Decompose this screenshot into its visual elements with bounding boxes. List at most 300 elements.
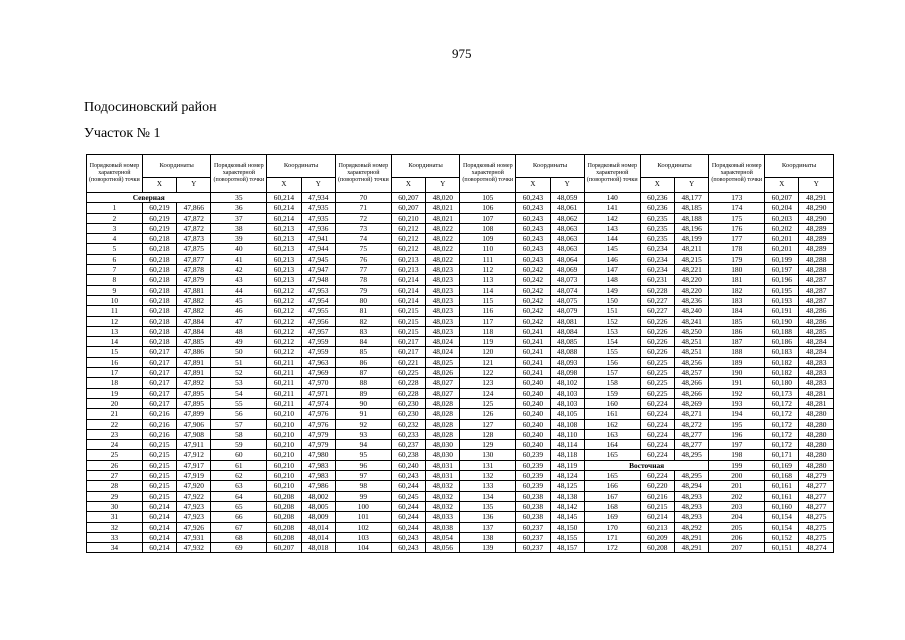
y-coordinate-cell: 48,028 (426, 429, 460, 439)
x-coordinate-cell: 60,240 (516, 378, 550, 388)
y-coordinate-cell: 48,081 (550, 316, 584, 326)
point-number-cell: 50 (211, 347, 267, 357)
x-coordinate-cell: 60,172 (765, 398, 799, 408)
y-coordinate-cell: 48,063 (550, 234, 584, 244)
point-number-cell: 165 (584, 471, 640, 481)
point-number-cell: 29 (87, 491, 143, 501)
y-coordinate-cell: 48,285 (799, 326, 834, 336)
point-number-cell: 74 (335, 234, 391, 244)
point-number-cell: 189 (709, 357, 765, 367)
x-coordinate-cell: 60,239 (516, 450, 550, 460)
point-number-cell: 112 (460, 265, 516, 275)
y-coordinate-cell: 48,289 (799, 244, 834, 254)
x-coordinate-cell: 60,212 (391, 223, 425, 233)
y-coordinate-cell: 47,926 (177, 522, 211, 532)
point-number-cell: 39 (211, 234, 267, 244)
y-coordinate-cell: 47,980 (301, 450, 335, 460)
point-number-cell: 88 (335, 378, 391, 388)
x-coordinate-cell: 60,243 (516, 193, 550, 203)
y-coordinate-cell: 48,221 (675, 265, 709, 275)
y-coordinate-cell: 47,959 (301, 347, 335, 357)
point-number-cell: 96 (335, 460, 391, 470)
y-coordinate-cell: 47,891 (177, 368, 211, 378)
y-coordinate-cell: 48,290 (799, 213, 834, 223)
point-number-cell: 54 (211, 388, 267, 398)
point-number-cell: 89 (335, 388, 391, 398)
x-coordinate-cell: 60,207 (765, 193, 799, 203)
x-coordinate-cell: 60,243 (516, 213, 550, 223)
y-coordinate-cell: 47,881 (177, 285, 211, 295)
y-coordinate-cell: 48,098 (550, 368, 584, 378)
y-coordinate-cell: 48,256 (675, 357, 709, 367)
y-coordinate-cell: 48,024 (426, 337, 460, 347)
table-row (87, 244, 834, 254)
x-coordinate-cell: 60,217 (142, 398, 176, 408)
x-coordinate-cell: 60,216 (142, 429, 176, 439)
y-coordinate-cell: 47,983 (301, 471, 335, 481)
x-coordinate-cell: 60,212 (267, 295, 301, 305)
point-number-cell: 86 (335, 357, 391, 367)
x-coordinate-cell: 60,234 (640, 265, 674, 275)
x-coordinate-cell: 60,204 (765, 203, 799, 213)
y-coordinate-cell: 48,279 (799, 471, 834, 481)
x-coordinate-cell: 60,234 (640, 254, 674, 264)
y-coordinate-cell: 48,124 (550, 471, 584, 481)
x-coordinate-cell: 60,186 (765, 337, 799, 347)
x-coordinate-cell: 60,225 (640, 388, 674, 398)
point-number-cell: 76 (335, 254, 391, 264)
table-row (87, 347, 834, 357)
point-number-cell: 44 (211, 285, 267, 295)
point-number-cell: 193 (709, 398, 765, 408)
y-coordinate-cell: 48,009 (301, 512, 335, 522)
point-number-cell: 165 (584, 450, 640, 460)
point-number-cell: 162 (584, 419, 640, 429)
x-coordinate-cell: 60,209 (640, 532, 674, 542)
table-row (87, 388, 834, 398)
point-number-cell: 47 (211, 316, 267, 326)
y-coordinate-cell: 47,922 (177, 491, 211, 501)
point-number-cell: 159 (584, 388, 640, 398)
x-coordinate-cell: 60,218 (142, 295, 176, 305)
table-row (87, 378, 834, 388)
table-row (87, 203, 834, 213)
x-coordinate-cell: 60,213 (640, 522, 674, 532)
point-number-cell: 137 (460, 522, 516, 532)
x-coordinate-cell: 60,191 (765, 306, 799, 316)
point-number-cell: 78 (335, 275, 391, 285)
y-coordinate-cell: 47,953 (301, 285, 335, 295)
point-number-cell: 82 (335, 316, 391, 326)
y-coordinate-cell: 48,275 (799, 522, 834, 532)
point-number-cell: 19 (87, 388, 143, 398)
point-number-cell: 192 (709, 388, 765, 398)
header-coordinates: Координаты (391, 155, 460, 178)
y-coordinate-cell: 47,971 (301, 388, 335, 398)
x-coordinate-cell: 60,232 (391, 419, 425, 429)
point-number-cell: 87 (335, 368, 391, 378)
x-coordinate-cell: 60,213 (267, 254, 301, 264)
header-coordinates: Координаты (267, 155, 336, 178)
x-coordinate-cell: 60,199 (765, 254, 799, 264)
table-row (87, 306, 834, 316)
point-number-cell: 111 (460, 254, 516, 264)
y-coordinate-cell: 48,281 (799, 398, 834, 408)
point-number-cell: 204 (709, 512, 765, 522)
x-coordinate-cell: 60,215 (142, 491, 176, 501)
x-coordinate-cell: 60,242 (516, 275, 550, 285)
y-coordinate-cell: 48,088 (550, 347, 584, 357)
y-coordinate-cell: 48,295 (675, 471, 709, 481)
point-number-cell: 51 (211, 357, 267, 367)
y-coordinate-cell: 48,014 (301, 522, 335, 532)
y-coordinate-cell: 48,054 (426, 532, 460, 542)
x-coordinate-cell: 60,215 (391, 326, 425, 336)
point-number-cell: 134 (460, 491, 516, 501)
point-number-cell: 198 (709, 450, 765, 460)
x-coordinate-cell: 60,207 (267, 543, 301, 553)
x-coordinate-cell: 60,217 (391, 337, 425, 347)
table-row (87, 234, 834, 244)
point-number-cell: 110 (460, 244, 516, 254)
y-coordinate-cell: 48,108 (550, 419, 584, 429)
y-coordinate-cell: 47,935 (301, 203, 335, 213)
header-y: Y (177, 178, 211, 193)
point-number-cell: 195 (709, 419, 765, 429)
y-coordinate-cell: 48,284 (799, 337, 834, 347)
y-coordinate-cell: 47,872 (177, 223, 211, 233)
x-coordinate-cell: 60,218 (142, 337, 176, 347)
x-coordinate-cell: 60,190 (765, 316, 799, 326)
x-coordinate-cell: 60,173 (765, 388, 799, 398)
x-coordinate-cell: 60,215 (391, 306, 425, 316)
y-coordinate-cell: 48,291 (799, 193, 834, 203)
x-coordinate-cell: 60,239 (516, 471, 550, 481)
y-coordinate-cell: 47,920 (177, 481, 211, 491)
y-coordinate-cell: 48,018 (301, 543, 335, 553)
x-coordinate-cell: 60,217 (142, 357, 176, 367)
y-coordinate-cell: 48,286 (799, 306, 834, 316)
y-coordinate-cell: 48,028 (426, 409, 460, 419)
point-number-cell: 63 (211, 481, 267, 491)
y-coordinate-cell: 48,059 (550, 193, 584, 203)
y-coordinate-cell: 48,280 (799, 429, 834, 439)
header-point-number: Порядковый номер характерной (поворотной) точки (584, 155, 640, 193)
y-coordinate-cell: 48,290 (799, 203, 834, 213)
table-header (87, 155, 834, 193)
y-coordinate-cell: 48,286 (799, 316, 834, 326)
y-coordinate-cell: 48,145 (550, 512, 584, 522)
point-number-cell: 2 (87, 213, 143, 223)
y-coordinate-cell: 48,251 (675, 337, 709, 347)
x-coordinate-cell: 60,239 (516, 460, 550, 470)
point-number-cell: 14 (87, 337, 143, 347)
header-x: X (391, 178, 425, 193)
x-coordinate-cell: 60,218 (142, 234, 176, 244)
y-coordinate-cell: 47,873 (177, 234, 211, 244)
point-number-cell: 104 (335, 543, 391, 553)
x-coordinate-cell: 60,224 (640, 450, 674, 460)
x-coordinate-cell: 60,214 (142, 512, 176, 522)
x-coordinate-cell: 60,237 (516, 543, 550, 553)
point-number-cell: 67 (211, 522, 267, 532)
point-number-cell: 131 (460, 460, 516, 470)
y-coordinate-cell: 48,085 (550, 337, 584, 347)
y-coordinate-cell: 48,288 (799, 265, 834, 275)
point-number-cell: 148 (584, 275, 640, 285)
x-coordinate-cell: 60,235 (640, 213, 674, 223)
y-coordinate-cell: 48,023 (426, 316, 460, 326)
y-coordinate-cell: 48,291 (675, 532, 709, 542)
x-coordinate-cell: 60,216 (640, 491, 674, 501)
x-coordinate-cell: 60,227 (640, 306, 674, 316)
x-coordinate-cell: 60,244 (391, 481, 425, 491)
y-coordinate-cell: 48,288 (799, 254, 834, 264)
x-coordinate-cell: 60,182 (765, 368, 799, 378)
y-coordinate-cell: 47,931 (177, 532, 211, 542)
y-coordinate-cell: 48,281 (799, 388, 834, 398)
point-number-cell: 107 (460, 213, 516, 223)
x-coordinate-cell: 60,213 (267, 275, 301, 285)
x-coordinate-cell: 60,188 (765, 326, 799, 336)
y-coordinate-cell: 48,269 (675, 398, 709, 408)
x-coordinate-cell: 60,215 (142, 471, 176, 481)
y-coordinate-cell: 47,954 (301, 295, 335, 305)
x-coordinate-cell: 60,154 (765, 522, 799, 532)
point-number-cell: 61 (211, 460, 267, 470)
point-number-cell: 4 (87, 234, 143, 244)
y-coordinate-cell: 48,289 (799, 234, 834, 244)
table-row (87, 368, 834, 378)
x-coordinate-cell: 60,231 (640, 275, 674, 285)
x-coordinate-cell: 60,183 (765, 347, 799, 357)
point-number-cell: 153 (584, 326, 640, 336)
point-number-cell: 48 (211, 326, 267, 336)
header-x: X (765, 178, 799, 193)
x-coordinate-cell: 60,213 (267, 234, 301, 244)
header-x: X (142, 178, 176, 193)
y-coordinate-cell: 47,948 (301, 275, 335, 285)
x-coordinate-cell: 60,214 (391, 285, 425, 295)
y-coordinate-cell: 48,150 (550, 522, 584, 532)
x-coordinate-cell: 60,241 (516, 357, 550, 367)
x-coordinate-cell: 60,172 (765, 429, 799, 439)
x-coordinate-cell: 60,245 (391, 491, 425, 501)
x-coordinate-cell: 60,202 (765, 223, 799, 233)
point-number-cell: 10 (87, 295, 143, 305)
point-number-cell: 22 (87, 419, 143, 429)
point-number-cell: 90 (335, 398, 391, 408)
point-number-cell: 97 (335, 471, 391, 481)
point-number-cell: 154 (584, 337, 640, 347)
y-coordinate-cell: 47,875 (177, 244, 211, 254)
point-number-cell: 190 (709, 368, 765, 378)
y-coordinate-cell: 48,023 (426, 306, 460, 316)
point-number-cell: 196 (709, 429, 765, 439)
x-coordinate-cell: 60,217 (142, 378, 176, 388)
point-number-cell: 94 (335, 440, 391, 450)
point-number-cell: 127 (460, 419, 516, 429)
y-coordinate-cell: 48,272 (675, 419, 709, 429)
y-coordinate-cell: 48,220 (675, 285, 709, 295)
point-number-cell: 59 (211, 440, 267, 450)
y-coordinate-cell: 48,241 (675, 316, 709, 326)
point-number-cell: 139 (460, 543, 516, 553)
point-number-cell: 172 (584, 543, 640, 553)
x-coordinate-cell: 60,236 (640, 203, 674, 213)
y-coordinate-cell: 48,277 (799, 491, 834, 501)
x-coordinate-cell: 60,243 (516, 244, 550, 254)
point-number-cell: 141 (584, 203, 640, 213)
x-coordinate-cell: 60,225 (640, 368, 674, 378)
y-coordinate-cell: 48,031 (426, 471, 460, 481)
table-row (87, 254, 834, 264)
y-coordinate-cell: 47,976 (301, 419, 335, 429)
x-coordinate-cell: 60,243 (391, 543, 425, 553)
x-coordinate-cell: 60,212 (391, 244, 425, 254)
x-coordinate-cell: 60,208 (267, 522, 301, 532)
point-number-cell: 116 (460, 306, 516, 316)
y-coordinate-cell: 47,899 (177, 409, 211, 419)
header-point-number: Порядковый номер характерной (поворотной) точки (87, 155, 143, 193)
y-coordinate-cell: 48,295 (675, 450, 709, 460)
point-number-cell: 129 (460, 440, 516, 450)
y-coordinate-cell: 47,969 (301, 368, 335, 378)
point-number-cell: 98 (335, 481, 391, 491)
y-coordinate-cell: 48,236 (675, 295, 709, 305)
point-number-cell: 119 (460, 337, 516, 347)
y-coordinate-cell: 48,283 (799, 368, 834, 378)
y-coordinate-cell: 48,142 (550, 501, 584, 511)
y-coordinate-cell: 48,023 (426, 295, 460, 305)
x-coordinate-cell: 60,238 (516, 512, 550, 522)
point-number-cell: 197 (709, 440, 765, 450)
point-number-cell: 166 (584, 481, 640, 491)
table-row (87, 481, 834, 491)
y-coordinate-cell: 48,027 (426, 378, 460, 388)
point-number-cell: 205 (709, 522, 765, 532)
y-coordinate-cell: 48,289 (799, 223, 834, 233)
point-number-cell: 45 (211, 295, 267, 305)
x-coordinate-cell: 60,240 (516, 419, 550, 429)
y-coordinate-cell: 48,138 (550, 491, 584, 501)
y-coordinate-cell: 48,277 (799, 501, 834, 511)
y-coordinate-cell: 48,021 (426, 213, 460, 223)
y-coordinate-cell: 47,906 (177, 419, 211, 429)
x-coordinate-cell: 60,240 (516, 409, 550, 419)
point-number-cell: 55 (211, 398, 267, 408)
x-coordinate-cell: 60,242 (516, 295, 550, 305)
y-coordinate-cell: 48,026 (426, 368, 460, 378)
y-coordinate-cell: 47,936 (301, 223, 335, 233)
x-coordinate-cell: 60,207 (391, 193, 425, 203)
point-number-cell: 11 (87, 306, 143, 316)
x-coordinate-cell: 60,214 (142, 522, 176, 532)
y-coordinate-cell: 47,884 (177, 326, 211, 336)
y-coordinate-cell: 47,923 (177, 501, 211, 511)
point-number-cell: 176 (709, 223, 765, 233)
y-coordinate-cell: 48,063 (550, 223, 584, 233)
x-coordinate-cell: 60,214 (142, 501, 176, 511)
y-coordinate-cell: 48,062 (550, 213, 584, 223)
y-coordinate-cell: 48,280 (799, 419, 834, 429)
y-coordinate-cell: 47,963 (301, 357, 335, 367)
x-coordinate-cell: 60,214 (267, 193, 301, 203)
table-row (87, 512, 834, 522)
x-coordinate-cell: 60,228 (640, 285, 674, 295)
point-number-cell: 118 (460, 326, 516, 336)
point-number-cell: 171 (584, 532, 640, 542)
point-number-cell: 169 (584, 512, 640, 522)
header-row-top (87, 155, 834, 178)
y-coordinate-cell: 48,271 (675, 409, 709, 419)
table-row (87, 223, 834, 233)
y-coordinate-cell: 48,002 (301, 491, 335, 501)
y-coordinate-cell: 48,287 (799, 295, 834, 305)
y-coordinate-cell: 48,293 (675, 512, 709, 522)
point-number-cell: 170 (584, 522, 640, 532)
point-number-cell: 16 (87, 357, 143, 367)
point-number-cell: 106 (460, 203, 516, 213)
header-coordinates: Координаты (765, 155, 834, 178)
point-number-cell: 26 (87, 460, 143, 470)
y-coordinate-cell: 48,118 (550, 450, 584, 460)
district-title: Подосиновский район (84, 100, 217, 115)
table-row (87, 265, 834, 275)
y-coordinate-cell: 48,093 (550, 357, 584, 367)
y-coordinate-cell: 47,877 (177, 254, 211, 264)
x-coordinate-cell: 60,241 (516, 326, 550, 336)
x-coordinate-cell: 60,213 (391, 265, 425, 275)
x-coordinate-cell: 60,212 (391, 234, 425, 244)
table-row (87, 543, 834, 553)
point-number-cell: 150 (584, 295, 640, 305)
x-coordinate-cell: 60,210 (267, 429, 301, 439)
x-coordinate-cell: 60,214 (142, 543, 176, 553)
point-number-cell: 3 (87, 223, 143, 233)
x-coordinate-cell: 60,212 (267, 285, 301, 295)
header-point-number: Порядковый номер характерной (поворотной) точки (460, 155, 516, 193)
x-coordinate-cell: 60,244 (391, 522, 425, 532)
point-number-cell: 133 (460, 481, 516, 491)
point-number-cell: 186 (709, 326, 765, 336)
y-coordinate-cell: 47,886 (177, 347, 211, 357)
point-number-cell: 174 (709, 203, 765, 213)
y-coordinate-cell: 48,196 (675, 223, 709, 233)
y-coordinate-cell: 47,944 (301, 244, 335, 254)
point-number-cell: 66 (211, 512, 267, 522)
x-coordinate-cell: 60,212 (267, 326, 301, 336)
y-coordinate-cell: 48,215 (675, 254, 709, 264)
y-coordinate-cell: 48,025 (426, 357, 460, 367)
point-number-cell: 27 (87, 471, 143, 481)
x-coordinate-cell: 60,238 (516, 501, 550, 511)
y-coordinate-cell: 48,257 (675, 368, 709, 378)
point-number-cell: 35 (211, 193, 267, 203)
y-coordinate-cell: 48,103 (550, 388, 584, 398)
y-coordinate-cell: 48,274 (799, 543, 834, 553)
x-coordinate-cell: 60,210 (267, 481, 301, 491)
x-coordinate-cell: 60,210 (267, 440, 301, 450)
header-point-number: Порядковый номер характерной (поворотной) точки (709, 155, 765, 193)
point-number-cell: 101 (335, 512, 391, 522)
point-number-cell: 130 (460, 450, 516, 460)
point-number-cell: 31 (87, 512, 143, 522)
header-y: Y (426, 178, 460, 193)
y-coordinate-cell: 48,211 (675, 244, 709, 254)
y-coordinate-cell: 48,275 (799, 532, 834, 542)
x-coordinate-cell: 60,196 (765, 275, 799, 285)
